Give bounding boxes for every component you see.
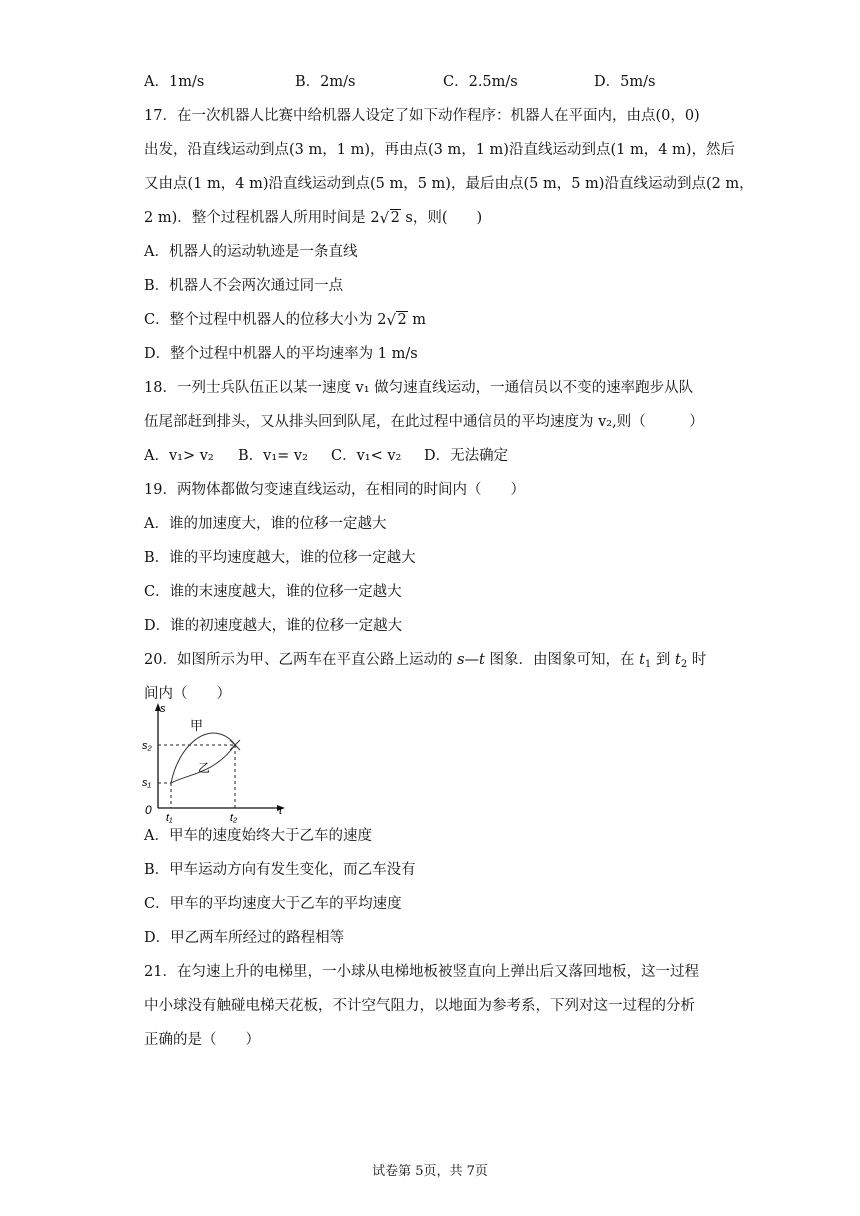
q19-option-a: A．谁的加速度大，谁的位移一定越大 bbox=[144, 516, 387, 532]
q20-t1-var: t bbox=[639, 652, 645, 668]
graph-t2-label: t₂ bbox=[230, 812, 238, 824]
q20-option-a: A．甲车的速度始终大于乙车的速度 bbox=[144, 828, 372, 844]
sqrt-symbol: √ 2 bbox=[379, 209, 400, 227]
q20-t1-sub: 1 bbox=[644, 659, 652, 670]
q18-option-c: C．v₁< v₂ bbox=[331, 448, 402, 464]
q20-t-var: t bbox=[479, 652, 485, 668]
sqrt-symbol: √ 2 bbox=[386, 311, 407, 329]
q20-stem-line2: 间内（ ） bbox=[144, 686, 231, 702]
q20-t2-sub: 2 bbox=[680, 659, 688, 670]
graph-yi-label: 乙 bbox=[198, 761, 211, 775]
q17-stem-line3: 又由点(1 m，4 m)沿直线运动到点(5 m，5 m)，最后由点(5 m，5 m)沿直线运动到点(2 m， bbox=[144, 176, 754, 192]
q20-dash: — bbox=[464, 652, 480, 668]
q18-stem-line1: 18．一列士兵队伍正以某一速度 v₁ 做匀速直线运动，一通信员以不变的速率跑步从队 bbox=[144, 380, 694, 396]
graph-origin-label: 0 bbox=[145, 803, 152, 817]
q17-stem-line4 bbox=[144, 208, 482, 228]
graph-x-label: t bbox=[279, 805, 283, 817]
s-t-graph bbox=[140, 700, 290, 825]
curve-jia bbox=[171, 733, 237, 783]
sqrt-radicand: 2 bbox=[390, 210, 400, 226]
q20-to: 到 bbox=[651, 652, 675, 668]
q17-option-a: A．机器人的运动轨迹是一条直线 bbox=[144, 244, 358, 260]
q16-option-b: B．2m/s bbox=[295, 74, 356, 90]
q17-option-d: D．整个过程中机器人的平均速率为 1 m/s bbox=[144, 346, 418, 362]
q20-stem-end: 时 bbox=[687, 652, 707, 668]
graph-s1-label: s₁ bbox=[142, 777, 151, 789]
q17-option-c-post: m bbox=[407, 312, 427, 328]
q19-option-d: D．谁的初速度越大，谁的位移一定越大 bbox=[144, 618, 403, 634]
q20-t2-var: t bbox=[674, 652, 681, 668]
q17-stem-line4-pre: 2 m)．整个过程机器人所用时间是 2 bbox=[144, 210, 380, 226]
q20-s-var: s bbox=[457, 652, 465, 668]
q16-option-c: C．2.5m/s bbox=[443, 74, 518, 90]
graph-y-label: s bbox=[160, 703, 166, 715]
q18-option-b: B．v₁= v₂ bbox=[238, 448, 308, 464]
q20-option-c: C．甲车的平均速度大于乙车的平均速度 bbox=[144, 896, 402, 912]
q21-stem-line1: 21．在匀速上升的电梯里，一小球从电梯地板被竖直向上弹出后又落回地板，这一过程 bbox=[144, 964, 699, 980]
q20-stem-line1 bbox=[144, 650, 706, 675]
q19-option-c: C．谁的末速度越大，谁的位移一定越大 bbox=[144, 584, 402, 600]
q17-stem-line2: 出发，沿直线运动到点(3 m，1 m)，再由点(3 m，1 m)沿直线运动到点(1 m，4 m)，然后 bbox=[144, 142, 735, 158]
sqrt-radicand: 2 bbox=[397, 312, 407, 328]
q16-option-d: D．5m/s bbox=[594, 74, 656, 90]
q18-option-a: A．v₁> v₂ bbox=[144, 448, 214, 464]
q17-stem-line4-post: s，则( ) bbox=[400, 210, 483, 226]
q21-stem-line3: 正确的是（ ） bbox=[144, 1032, 260, 1048]
graph-jia-label: 甲 bbox=[190, 718, 204, 733]
q20-option-b: B．甲车运动方向有发生变化，而乙车没有 bbox=[144, 862, 416, 878]
graph-t1-label: t₁ bbox=[166, 812, 173, 824]
q17-option-c bbox=[144, 310, 426, 330]
q20-stem-pre: 20．如图所示为甲、乙两车在平直公路上运动的 bbox=[144, 652, 458, 668]
q18-option-d: D．无法确定 bbox=[424, 448, 509, 464]
q19-option-b: B．谁的平均速度越大，谁的位移一定越大 bbox=[144, 550, 416, 566]
graph-s2-label: s₂ bbox=[142, 740, 152, 752]
q18-stem-line2: 伍尾部赶到排头，又从排头回到队尾，在此过程中通信员的平均速度为 v₂,则（ ） bbox=[144, 414, 704, 430]
q17-option-c-pre: C．整个过程中机器人的位移大小为 2 bbox=[144, 312, 387, 328]
q16-option-a: A．1m/s bbox=[144, 74, 205, 90]
q20-stem-mid: 图象．由图象可知，在 bbox=[484, 652, 640, 668]
q20-option-d: D．甲乙两车所经过的路程相等 bbox=[144, 930, 345, 946]
q19-stem: 19．两物体都做匀变速直线运动，在相同的时间内（ ） bbox=[144, 482, 525, 498]
page-footer: 试卷第 5页，共 7页 bbox=[372, 1164, 488, 1179]
q17-option-b: B．机器人不会两次通过同一点 bbox=[144, 278, 344, 294]
q21-stem-line2: 中小球没有触碰电梯天花板，不计空气阻力，以地面为参考系，下列对这一过程的分析 bbox=[144, 998, 695, 1014]
q17-stem-line1: 17．在一次机器人比赛中给机器人设定了如下动作程序：机器人在平面内，由点(0，0) bbox=[144, 108, 700, 124]
